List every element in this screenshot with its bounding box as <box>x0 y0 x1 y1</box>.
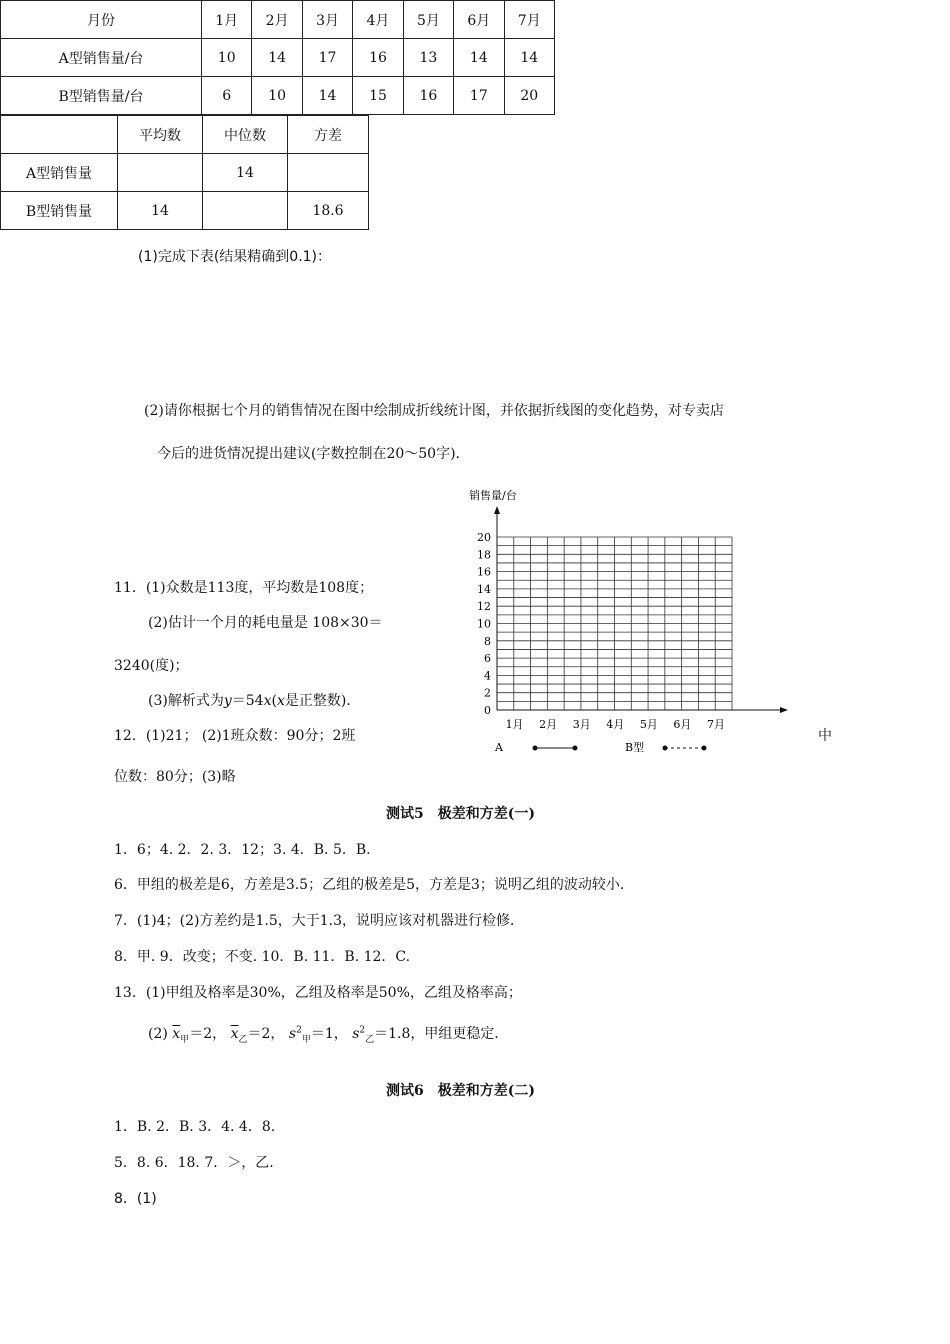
table-cell: 6 <box>202 77 252 115</box>
text: ＝2， <box>189 1026 227 1042</box>
table-cell: 14 <box>504 39 554 77</box>
table-cell: 1月 <box>202 1 252 39</box>
table-cell: 20 <box>504 77 554 115</box>
section-5-line-5: 13．(1)甲组及格率是30%，乙组及格率是50%，乙组及格率高； <box>114 985 522 1001</box>
y-tick-label: 4 <box>484 669 491 683</box>
text: ＝2， <box>247 1026 285 1042</box>
table-cell <box>118 154 203 192</box>
legend-a-label: A <box>495 741 503 754</box>
table-cell: 方差 <box>288 116 369 154</box>
y-tick-label: 10 <box>477 617 491 631</box>
subscript: 乙 <box>238 1034 248 1045</box>
section-5-title: 测试5 极差和方差(一) <box>386 806 535 822</box>
x-tick-label: 1月 <box>505 718 524 731</box>
table-cell <box>1 116 118 154</box>
answer-12-2: 位数：80分；(3)略 <box>114 769 236 785</box>
chart-grid <box>497 537 732 710</box>
legend-b-dot <box>702 746 707 751</box>
table-cell: 18.6 <box>288 192 369 230</box>
table-cell: A型销售量/台 <box>1 39 202 77</box>
table-cell: 14 <box>252 39 302 77</box>
variance-symbol: s <box>288 1026 297 1042</box>
table-cell <box>288 154 369 192</box>
answer-11-1: 11．(1)众数是113度，平均数是108度； <box>114 580 374 596</box>
section-6-line-3: 8．(1) <box>114 1191 157 1207</box>
table-cell: 17 <box>454 77 504 115</box>
table-cell: 17 <box>302 39 352 77</box>
superscript: 2 <box>359 1025 366 1036</box>
x-tick-label: 4月 <box>606 718 625 731</box>
text: ( <box>271 693 277 709</box>
legend-b-label: B型 <box>625 741 645 754</box>
section-5-line-2: 6．甲组的极差是6，方差是3.5；乙组的极差是5，方差是3；说明乙组的波动较小． <box>114 877 634 893</box>
table-header-row <box>1 1 555 39</box>
x-tick-label: 5月 <box>639 718 658 731</box>
legend-a-dot <box>573 746 578 751</box>
table-cell: 14 <box>203 154 288 192</box>
x-axis-arrow-icon <box>780 707 788 713</box>
table-cell: 16 <box>353 39 403 77</box>
table-cell: 中位数 <box>203 116 288 154</box>
table-row <box>1 77 555 115</box>
section-5-line-4: 8．甲. 9．改变；不变. 10．B. 11．B. 12．C. <box>114 949 411 965</box>
answer-11-3: 3240(度)； <box>114 658 189 674</box>
answer-11-2: (2)估计一个月的耗电量是 108×30＝ <box>148 615 383 631</box>
table-header-row <box>1 116 369 154</box>
y-tick-label: 20 <box>477 531 491 544</box>
table-cell: B型销售量 <box>1 192 118 230</box>
variance-symbol: s <box>352 1026 360 1042</box>
section-5-line-3: 7．(1)4；(2)方差约是1.5，大于1.3，说明应该对机器进行检修． <box>114 913 525 929</box>
table-cell: 月份 <box>1 1 202 39</box>
y-tick-label: 8 <box>484 634 491 648</box>
mean-symbol: $\overline{x}$ <box>172 1026 181 1042</box>
var-y: y <box>223 693 232 709</box>
answer-12-zhong: 中 <box>818 728 832 744</box>
table-cell: 平均数 <box>118 116 203 154</box>
table-cell: 14 <box>118 192 203 230</box>
var-x: x <box>276 693 285 709</box>
y-tick-label: 6 <box>484 652 491 666</box>
table-cell: 2月 <box>252 1 302 39</box>
legend-b-dot <box>663 746 668 751</box>
question-1: (1)完成下表(结果精确到0.1)： <box>138 249 332 265</box>
x-ticks <box>506 718 725 731</box>
table-cell: 14 <box>454 39 504 77</box>
y-tick-label: 2 <box>484 686 491 700</box>
x-tick-label: 2月 <box>539 718 558 731</box>
section-6-title: 测试6 极差和方差(二) <box>386 1083 535 1099</box>
table-cell: 3月 <box>302 1 352 39</box>
stats-table <box>0 115 369 230</box>
sales-table <box>0 0 555 115</box>
table-cell: 10 <box>252 77 302 115</box>
table-cell: 13 <box>403 39 453 77</box>
legend-a-dot <box>533 746 538 751</box>
y-ticks <box>477 531 491 717</box>
table-row <box>1 154 369 192</box>
y-axis-arrow-icon <box>494 506 500 514</box>
x-tick-label: 3月 <box>572 718 591 731</box>
question-2-line-2: 今后的进货情况提出建议(字数控制在20～50字)． <box>157 446 470 462</box>
var-x: x <box>263 693 272 709</box>
answer-11-4 <box>148 690 360 710</box>
table-cell: 16 <box>403 77 453 115</box>
section-5-line-1: 1．6；4. 2．2. 3．12；3. 4．B. 5．B. <box>114 842 371 858</box>
table-cell: B型销售量/台 <box>1 77 202 115</box>
answer-12-1: 12．(1)21； (2)1班众数：90分；2班 <box>114 728 356 744</box>
subscript: 乙 <box>365 1034 375 1045</box>
text: ＝54 <box>231 693 264 709</box>
legend <box>494 740 707 754</box>
text: (3)解析式为 <box>148 693 224 709</box>
table-cell: 10 <box>202 39 252 77</box>
y-axis-label: 销售量/台 <box>469 489 517 502</box>
table-cell: 5月 <box>403 1 453 39</box>
table-cell: 6月 <box>454 1 504 39</box>
subscript: 甲 <box>301 1034 311 1045</box>
text: ＝1， <box>310 1026 348 1042</box>
table-row <box>1 39 555 77</box>
y-tick-label: 16 <box>477 565 491 579</box>
table-cell: 14 <box>302 77 352 115</box>
table-cell <box>203 192 288 230</box>
text: (2) <box>148 1026 168 1042</box>
x-tick-label: 6月 <box>673 718 692 731</box>
text: ＝1.8，甲组更稳定． <box>374 1026 509 1042</box>
y-tick-label: 0 <box>484 704 491 717</box>
table-cell: 4月 <box>353 1 403 39</box>
y-tick-label: 14 <box>477 582 491 596</box>
mean-symbol: $\overline{x}$ <box>230 1026 239 1042</box>
section-5-line-6 <box>148 1023 508 1045</box>
text: 是正整数)． <box>284 693 361 709</box>
y-tick-label: 18 <box>477 548 491 562</box>
section-6-line-2: 5．8. 6．18. 7．＞，乙. <box>114 1155 274 1171</box>
subscript: 甲 <box>180 1034 190 1045</box>
x-tick-label: 7月 <box>707 718 725 731</box>
table-row <box>1 192 369 230</box>
line-chart <box>460 482 800 762</box>
superscript: 2 <box>296 1025 302 1036</box>
table-cell: A型销售量 <box>1 154 118 192</box>
table-cell: 7月 <box>504 1 554 39</box>
question-2-line-1: (2)请你根据七个月的销售情况在图中绘制成折线统计图，并依据折线图的变化趋势，对专卖店 <box>144 403 724 419</box>
y-tick-label: 12 <box>477 600 491 614</box>
table-cell: 15 <box>353 77 403 115</box>
section-6-line-1: 1．B. 2．B. 3．4. 4．8. <box>114 1119 276 1135</box>
